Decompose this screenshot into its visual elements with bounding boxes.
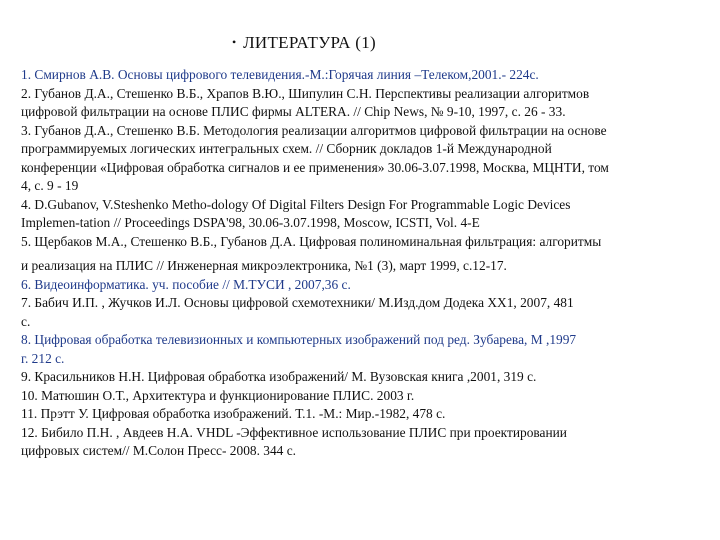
reference-list xyxy=(21,66,720,461)
reference-line xyxy=(21,66,720,85)
reference-line xyxy=(21,387,720,406)
reference-text: Бибило П.Н. , Авдеев Н.А. VHDL -Эффективное использование ПЛИС при проектировании xyxy=(41,424,567,440)
reference-number: 6. xyxy=(21,276,32,292)
reference-item xyxy=(21,276,720,295)
reference-line xyxy=(21,294,720,313)
reference-text: 4, с. 9 - 19 xyxy=(21,178,79,193)
reference-text: цифровых систем// М.Солон Пресс- 2008. 344 с. xyxy=(21,443,297,458)
reference-item xyxy=(21,233,720,276)
reference-line xyxy=(21,331,720,350)
reference-text: Видеоинформатика. уч. пособие // М.ТУСИ , 2007,36 с. xyxy=(34,276,351,292)
reference-text: Губанов Д.А., Стешенко В.Б., Храпов В.Ю., Шипулин С.Н. Перспективы реализации алгоритмов xyxy=(34,85,590,101)
reference-text: Прэтт У. Цифровая обработка изображений. Т.1. -М.: Мир.-1982, 478 с. xyxy=(40,406,446,421)
reference-line xyxy=(21,350,720,369)
reference-line xyxy=(21,368,720,387)
reference-item xyxy=(21,85,720,122)
reference-line xyxy=(21,159,720,178)
reference-number: 2. xyxy=(21,85,32,101)
reference-item xyxy=(21,424,720,461)
reference-number: 12. xyxy=(21,424,38,440)
reference-text: Красильников Н.Н. Цифровая обработка изображений/ М. Вузовская книга ,2001, 319 с. xyxy=(34,369,537,384)
reference-item xyxy=(21,66,720,85)
reference-item xyxy=(21,294,720,331)
reference-line xyxy=(21,140,720,159)
reference-text: с. xyxy=(21,313,31,329)
reference-text: Смирнов А.В. Основы цифрового телевидения.-М.:Горячая линия –Телеком,2001.- 224с. xyxy=(34,67,539,82)
reference-text: и реализация на ПЛИС // Инженерная микроэлектроника, №1 (3), март 1999, с.12-17. xyxy=(21,258,507,273)
reference-number: 4. xyxy=(21,196,32,212)
reference-text: конференции «Цифровая обработка сигналов и ее применения» 30.06-3.07.1998, Москва, МЦНТИ, том xyxy=(21,159,609,175)
reference-item xyxy=(21,368,720,387)
reference-number: 1. xyxy=(21,67,32,82)
reference-line xyxy=(21,122,720,141)
reference-text: Щербаков М.А., Стешенко В.Б., Губанов Д.А. Цифровая полиноминальная фильтрация: алгоритмы xyxy=(34,233,602,249)
title-bullet: • xyxy=(232,35,237,49)
page-title xyxy=(232,33,376,53)
reference-line xyxy=(21,424,720,443)
reference-item xyxy=(21,387,720,406)
reference-number: 8. xyxy=(21,332,32,347)
reference-text: Матюшин О.Т., Архитектура и функционирование ПЛИС. 2003 г. xyxy=(41,387,415,403)
reference-number: 5. xyxy=(21,233,32,249)
reference-line xyxy=(21,233,720,252)
reference-item xyxy=(21,405,720,424)
reference-text: Бабич И.П. , Жучков И.Л. Основы цифровой схемотехники/ М.Изд.дом Додека ХХ1, 2007, 481 xyxy=(34,295,574,310)
reference-text: программируемых логических интегральных схем. // Сборник докладов 1-й Международной xyxy=(21,141,552,156)
reference-line xyxy=(21,405,720,424)
reference-number: 9. xyxy=(21,369,32,384)
reference-line xyxy=(21,196,720,215)
reference-item xyxy=(21,196,720,233)
reference-line xyxy=(21,85,720,104)
reference-line xyxy=(21,103,720,122)
reference-line xyxy=(21,257,720,276)
reference-item xyxy=(21,331,720,368)
reference-line xyxy=(21,214,720,233)
title-text: ЛИТЕРАТУРА (1) xyxy=(243,33,376,52)
reference-line xyxy=(21,177,720,196)
reference-number: 11. xyxy=(21,406,38,421)
reference-line xyxy=(21,313,720,332)
reference-text: Губанов Д.А., Стешенко В.Б. Методология реализации алгоритмов цифровой фильтрации на основе xyxy=(34,122,607,138)
reference-number: 7. xyxy=(21,295,32,310)
reference-text: г. 212 с. xyxy=(21,350,65,366)
reference-text: цифровой фильтрации на основе ПЛИС фирмы ALTERA. // Chip News, № 9-10, 1997, с. 26 - 33. xyxy=(21,104,566,119)
reference-number: 3. xyxy=(21,122,32,138)
reference-line xyxy=(21,442,720,461)
reference-text: Цифровая обработка телевизионных и компьютерных изображений под ред. Зубарева, М ,1997 xyxy=(34,332,577,347)
reference-text: D.Gubanov, V.Steshenko Metho-dology Of Digital Filters Design For Programmable Logic Devices xyxy=(34,196,571,212)
reference-text: Implemen-tation // Proceedings DSPA'98, 30.06-3.07.1998, Moscow, ICSTI, Vol. 4-E xyxy=(21,215,480,230)
reference-item xyxy=(21,122,720,196)
reference-line xyxy=(21,276,720,295)
reference-number: 10. xyxy=(21,387,38,403)
